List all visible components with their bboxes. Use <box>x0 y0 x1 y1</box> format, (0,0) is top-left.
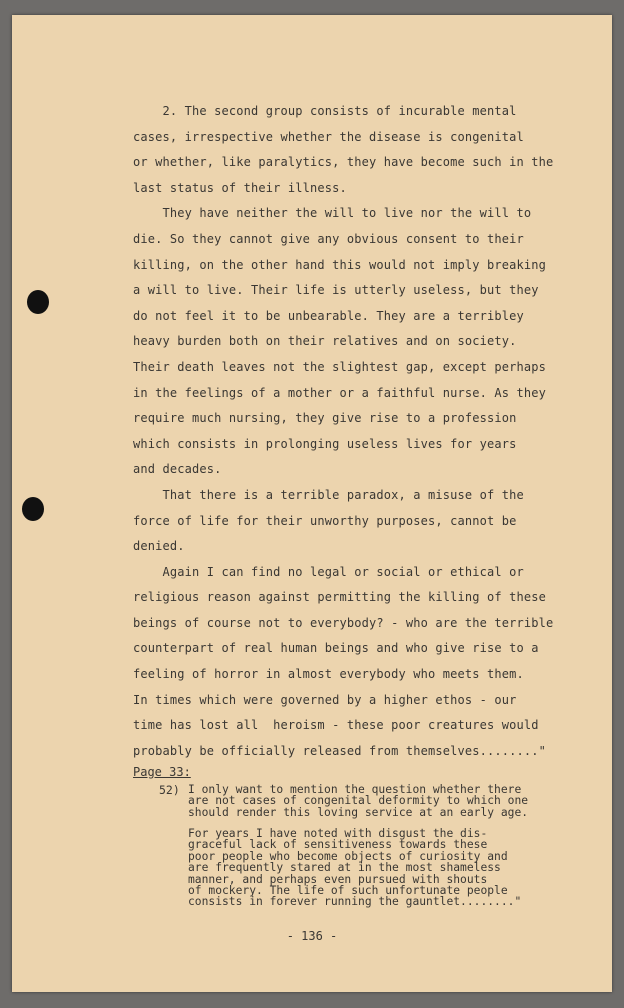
note-paragraph-2 <box>188 828 521 908</box>
note-number: 52) <box>159 783 180 797</box>
main-text <box>133 99 583 764</box>
text-line: counterpart of real human beings and who give rise to a <box>133 641 539 656</box>
text-line: force of life for their unworthy purposes, cannot be <box>133 513 517 528</box>
text-line: beings of course not to everybody? - who are the terrible <box>133 615 554 630</box>
text-line: do not feel it to be unbearable. They are a terribley <box>133 308 524 323</box>
note-line: I only want to mention the question whether there <box>188 783 522 796</box>
text-line: religious reason against permitting the killing of these <box>133 590 546 605</box>
page-number: - 136 - <box>286 929 338 943</box>
text-line: feeling of horror in almost everybody who meets them. <box>133 667 524 682</box>
text-line: In times which were governed by a higher ethos - our <box>133 692 517 707</box>
punch-hole-top <box>27 290 49 314</box>
text-line: denied. <box>133 539 185 554</box>
note-paragraph-1 <box>188 784 528 818</box>
text-line: which consists in prolonging useless lives for years <box>133 436 517 451</box>
text-line: heavy burden both on their relatives and on society. <box>133 334 517 349</box>
page-reference: Page 33: <box>133 765 191 779</box>
note-line: should render this loving service at an early age. <box>188 805 529 819</box>
text-line: require much nursing, they give rise to a profession <box>133 411 517 426</box>
punch-hole-bottom <box>22 497 44 521</box>
note-line: poor people who become objects of curiosity and <box>188 849 508 863</box>
note-line: are frequently stared at in the most shameless <box>188 861 501 875</box>
text-line: die. So they cannot give any obvious consent to their <box>133 231 524 246</box>
text-line: Again I can find no legal or social or ethical or <box>133 564 524 579</box>
text-line: a will to live. Their life is utterly useless, but they <box>133 283 539 298</box>
text-line: probably be officially released from themselves........" <box>133 743 546 758</box>
note-line: For years I have noted with disgust the dis- <box>188 827 488 840</box>
text-line: Their death leaves not the slightest gap, except perhaps <box>133 359 546 374</box>
text-line: time has lost all heroism - these poor creatures would <box>133 718 539 733</box>
text-line: and decades. <box>133 462 222 477</box>
note-line: consists in forever running the gauntlet........" <box>188 895 522 909</box>
note-line: are not cases of congenital deformity to which one <box>188 794 529 808</box>
document-page <box>12 15 612 992</box>
text-line: in the feelings of a mother or a faithful nurse. As they <box>133 385 546 400</box>
text-line: They have neither the will to live nor the will to <box>133 206 532 221</box>
text-line: or whether, like paralytics, they have become such in the <box>133 155 554 170</box>
text-line: last status of their illness. <box>133 180 347 195</box>
text-line: That there is a terrible paradox, a misuse of the <box>133 487 524 502</box>
text-line: cases, irrespective whether the disease is congenital <box>133 129 524 144</box>
text-line: killing, on the other hand this would not imply breaking <box>133 257 546 272</box>
note-line: graceful lack of sensitiveness towards these <box>188 838 488 852</box>
text-line: 2. The second group consists of incurable mental <box>133 104 517 118</box>
note-line: manner, and perhaps even pursued with shouts <box>188 872 488 886</box>
note-line: of mockery. The life of such unfortunate people <box>188 884 508 898</box>
